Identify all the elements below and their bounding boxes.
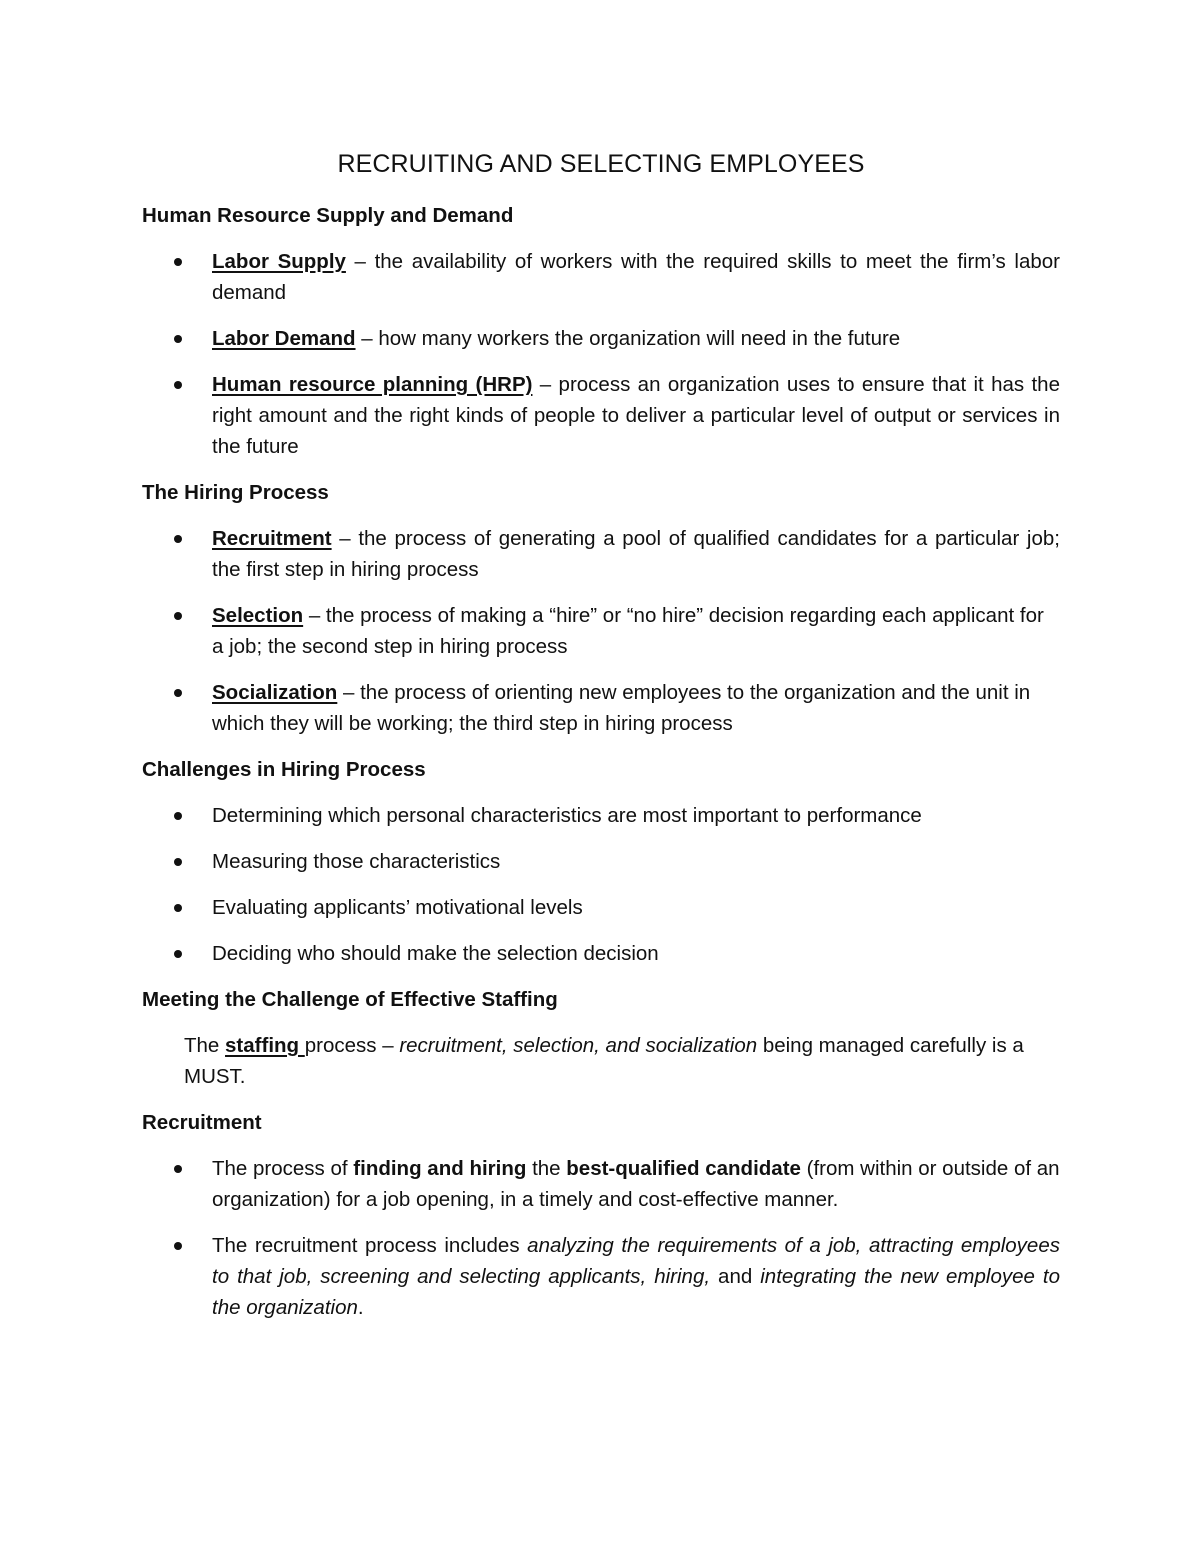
term-hrp: Human resource planning (HRP) [212, 373, 533, 396]
section-heading-supply-demand: Human Resource Supply and Demand [142, 204, 514, 227]
list-item-text: Evaluating applicants’ motivational levels [212, 896, 583, 919]
list-item-text: Measuring those characteristics [212, 850, 501, 873]
recruitment-process-d: integrating the new employee to the organization [212, 1265, 1060, 1319]
list-item [142, 938, 1060, 969]
bullet-icon [174, 1242, 182, 1250]
list-item [142, 600, 1060, 662]
list-item [142, 1153, 1060, 1215]
recruitment-text-c: the [526, 1157, 567, 1180]
term-recruitment: Recruitment [212, 527, 332, 550]
list-item [142, 800, 1060, 831]
section-heading-staffing: Meeting the Challenge of Effective Staffing [142, 988, 558, 1011]
list-item [142, 677, 1060, 739]
term-socialization: Socialization [212, 681, 338, 704]
list-item [142, 369, 1060, 462]
recruitment-text-d: best-qualified candidate [566, 1157, 801, 1180]
bullet-icon [174, 812, 182, 820]
document-title: RECRUITING AND SELECTING EMPLOYEES [337, 150, 865, 178]
definition-text: – the availability of workers with the required skills to meet the firm’s labor demand [212, 250, 1060, 304]
recruitment-process-b: analyzing the requirements of a job, attracting employees to that job, screening and selecting applicants, hiring, [212, 1234, 1060, 1288]
bullet-icon [174, 858, 182, 866]
bullet-icon [174, 1165, 182, 1173]
definition-text: – the process of orienting new employees to the organization and the unit in which they will be working; the third step in hiring process [212, 681, 1031, 735]
staffing-text-the: The [184, 1034, 226, 1057]
hiring-process-list [142, 523, 1060, 739]
bullet-icon [174, 535, 182, 543]
definition-text: – the process of making a “hire” or “no hire” decision regarding each applicant for a job; the second step in hiring process [212, 604, 1044, 658]
recruitment-process-e: . [357, 1296, 364, 1319]
challenges-list [142, 800, 1060, 969]
definition-text: – process an organization uses to ensure that it has the right amount and the right kinds of people to deliver a particular level of output or services in the future [212, 373, 1060, 458]
term-labor-supply: Labor Supply [212, 250, 346, 273]
list-item [142, 246, 1060, 308]
staffing-text-process: process – [304, 1034, 400, 1057]
bullet-icon [174, 689, 182, 697]
recruitment-process-a: The recruitment process includes [212, 1234, 528, 1257]
recruitment-list [142, 1153, 1060, 1323]
list-item [142, 892, 1060, 923]
bullet-icon [174, 950, 182, 958]
bullet-icon [174, 381, 182, 389]
recruitment-text-b: finding and hiring [353, 1157, 527, 1180]
staffing-text-rest: being managed carefully is a MUST. [184, 1034, 1024, 1088]
bullet-icon [174, 612, 182, 620]
section-heading-hiring-process: The Hiring Process [142, 481, 329, 504]
section-heading-recruitment: Recruitment [142, 1111, 262, 1134]
list-item [142, 323, 1060, 354]
staffing-paragraph [184, 1030, 1060, 1092]
recruitment-process-c: and [710, 1265, 761, 1288]
supply-demand-list [142, 246, 1060, 462]
definition-text: – how many workers the organization will need in the future [355, 327, 901, 350]
list-item [142, 846, 1060, 877]
bullet-icon [174, 904, 182, 912]
bullet-icon [174, 258, 182, 266]
list-item-text: Deciding who should make the selection decision [212, 942, 659, 965]
list-item [142, 1230, 1060, 1323]
recruitment-text-a: The process of [212, 1157, 354, 1180]
section-heading-challenges: Challenges in Hiring Process [142, 758, 426, 781]
term-selection: Selection [212, 604, 304, 627]
list-item-text: Determining which personal characteristics are most important to performance [212, 804, 922, 827]
list-item [142, 523, 1060, 585]
term-labor-demand: Labor Demand [212, 327, 356, 350]
definition-text: – the process of generating a pool of qualified candidates for a particular job; the first step in hiring process [212, 527, 1060, 581]
staffing-text-italic: recruitment, selection, and socialization [399, 1034, 758, 1057]
bullet-icon [174, 335, 182, 343]
term-staffing: staffing [225, 1034, 305, 1057]
recruitment-text-e: (from within or outside of an organization) for a job opening, in a timely and cost-effective manner. [212, 1157, 1060, 1211]
